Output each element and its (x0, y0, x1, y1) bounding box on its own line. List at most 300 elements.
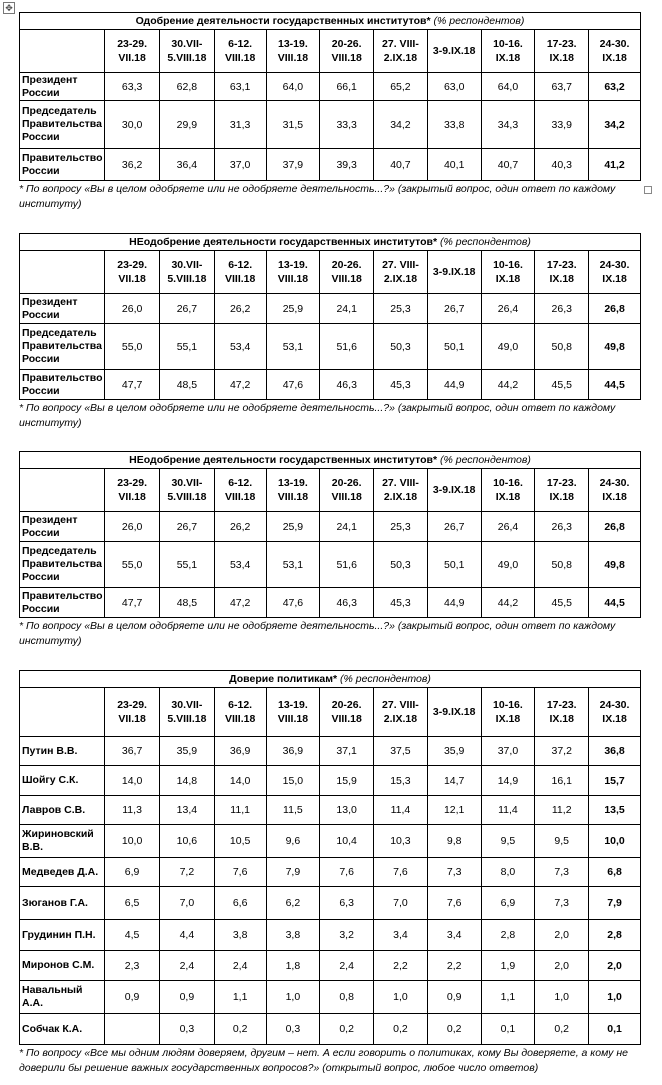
table-title-text: НЕодобрение деятельности государственных институтов* (129, 236, 438, 248)
value-cell: 13,5 (589, 796, 641, 825)
value-cell: 7,6 (374, 858, 428, 887)
value-cell: 55,1 (160, 324, 215, 370)
period-header: 6-12. VIII.18 (214, 30, 266, 73)
row-label: Миронов С.М. (20, 951, 105, 981)
period-header: 30.VII-5.VIII.18 (159, 688, 214, 737)
value-cell: 50,3 (374, 542, 428, 588)
period-header: 10-16. IX.18 (481, 688, 535, 737)
value-cell: 1,1 (214, 981, 266, 1014)
value-cell: 44,2 (481, 370, 535, 400)
value-cell: 26,3 (535, 294, 589, 324)
value-cell: 0,9 (427, 981, 481, 1014)
row-label: Председатель Правительства России (20, 324, 105, 370)
row-label: Президент России (20, 294, 105, 324)
value-cell: 0,2 (427, 1014, 481, 1045)
header-row (20, 251, 641, 294)
table-row (20, 370, 641, 400)
value-cell: 40,1 (427, 149, 481, 181)
value-cell: 66,1 (320, 73, 374, 101)
value-cell: 6,8 (589, 858, 641, 887)
value-cell: 50,1 (427, 324, 481, 370)
period-header: 24-30. IX.18 (589, 469, 641, 512)
value-cell: 10,3 (374, 825, 428, 858)
value-cell: 26,7 (427, 512, 481, 542)
value-cell: 53,4 (214, 542, 266, 588)
disapproval-table-block (19, 233, 641, 431)
value-cell: 37,9 (266, 149, 320, 181)
table-row (20, 951, 641, 981)
value-cell: 55,0 (105, 324, 160, 370)
value-cell: 44,9 (427, 588, 481, 618)
value-cell: 0,2 (535, 1014, 589, 1045)
value-cell: 11,4 (374, 796, 428, 825)
table-title-text: Одобрение деятельности государственных институтов* (135, 15, 431, 27)
value-cell: 0,8 (320, 981, 374, 1014)
value-cell: 24,1 (320, 294, 374, 324)
value-cell: 13,4 (159, 796, 214, 825)
value-cell: 26,4 (481, 294, 535, 324)
value-cell: 0,9 (159, 981, 214, 1014)
value-cell: 9,5 (535, 825, 589, 858)
value-cell: 36,8 (589, 737, 641, 766)
value-cell: 3,8 (214, 920, 266, 951)
value-cell: 50,1 (427, 542, 481, 588)
table-row (20, 73, 641, 101)
period-header: 24-30. IX.18 (589, 688, 641, 737)
value-cell: 7,3 (535, 858, 589, 887)
value-cell: 2,2 (374, 951, 428, 981)
value-cell: 64,0 (481, 73, 535, 101)
value-cell: 14,0 (214, 766, 266, 796)
value-cell: 37,5 (374, 737, 428, 766)
period-header: 27. VIII-2.IX.18 (374, 688, 428, 737)
period-header: 3-9.IX.18 (427, 469, 481, 512)
value-cell: 2,4 (320, 951, 374, 981)
period-header: 27. VIII-2.IX.18 (374, 30, 428, 73)
table-row (20, 920, 641, 951)
value-cell: 26,7 (160, 294, 215, 324)
value-cell: 49,8 (589, 324, 641, 370)
value-cell: 14,9 (481, 766, 535, 796)
value-cell: 7,0 (159, 887, 214, 920)
period-header: 20-26. VIII.18 (320, 251, 374, 294)
period-header: 17-23. IX.18 (535, 251, 589, 294)
row-label: Председатель Правительства России (20, 542, 105, 588)
trust-table-note: * По вопросу «Все мы одним людям доверяем, другим – нет. А если говорить о политиках, кому Вы доверяете, а кому не доверили бы решение важных государственных вопросов?» (открытый вопрос, любое число ответов) (19, 1047, 628, 1074)
value-cell: 26,2 (214, 294, 266, 324)
table-row (20, 542, 641, 588)
value-cell: 24,1 (320, 512, 374, 542)
value-cell: 8,0 (481, 858, 535, 887)
value-cell: 26,4 (481, 512, 535, 542)
value-cell: 25,3 (374, 512, 428, 542)
period-header: 24-30. IX.18 (589, 251, 641, 294)
value-cell: 7,9 (589, 887, 641, 920)
table-row (20, 825, 641, 858)
value-cell: 1,9 (481, 951, 535, 981)
period-header: 13-19. VIII.18 (266, 469, 320, 512)
value-cell: 7,3 (427, 858, 481, 887)
value-cell: 35,9 (159, 737, 214, 766)
period-header: 30.VII-5.VIII.18 (160, 30, 215, 73)
value-cell: 0,2 (320, 1014, 374, 1045)
value-cell: 12,1 (427, 796, 481, 825)
header-corner-cell (20, 30, 105, 73)
header-corner-cell (20, 251, 105, 294)
value-cell: 0,2 (374, 1014, 428, 1045)
table-row (20, 737, 641, 766)
value-cell: 11,1 (214, 796, 266, 825)
value-cell: 4,5 (105, 920, 160, 951)
value-cell: 37,0 (481, 737, 535, 766)
value-cell: 25,9 (266, 512, 320, 542)
value-cell: 50,8 (535, 542, 589, 588)
value-cell: 1,0 (535, 981, 589, 1014)
value-cell: 14,0 (105, 766, 160, 796)
value-cell: 46,3 (320, 588, 374, 618)
table-title (20, 671, 641, 688)
value-cell: 48,5 (160, 588, 215, 618)
value-cell: 15,9 (320, 766, 374, 796)
value-cell: 6,3 (320, 887, 374, 920)
value-cell: 26,7 (427, 294, 481, 324)
period-header: 6-12. VIII.18 (214, 469, 266, 512)
title-row (20, 234, 641, 251)
value-cell: 53,1 (266, 324, 320, 370)
value-cell: 6,6 (214, 887, 266, 920)
period-header: 10-16. IX.18 (481, 251, 535, 294)
value-cell: 36,4 (160, 149, 215, 181)
value-cell: 34,3 (481, 101, 535, 149)
value-cell: 31,5 (266, 101, 320, 149)
approval-table-note: * По вопросу «Вы в целом одобряете или не одобряете деятельность...?» (закрытый вопрос, один ответ по каждому институту) (19, 183, 616, 210)
value-cell: 2,2 (427, 951, 481, 981)
value-cell: 2,8 (589, 920, 641, 951)
value-cell: 40,7 (481, 149, 535, 181)
value-cell: 53,1 (266, 542, 320, 588)
row-label: Жириновский В.В. (20, 825, 105, 858)
value-cell: 7,9 (266, 858, 320, 887)
value-cell: 41,2 (589, 149, 641, 181)
value-cell: 47,6 (266, 370, 320, 400)
value-cell: 63,1 (214, 73, 266, 101)
row-label: Правительство России (20, 370, 105, 400)
period-header: 23-29. VII.18 (105, 30, 160, 73)
value-cell: 10,0 (589, 825, 641, 858)
row-label: Лавров С.В. (20, 796, 105, 825)
value-cell: 1,8 (266, 951, 320, 981)
period-header: 3-9.IX.18 (427, 30, 481, 73)
value-cell: 26,0 (105, 294, 160, 324)
period-header: 6-12. VIII.18 (214, 688, 266, 737)
row-label: Правительство России (20, 149, 105, 181)
value-cell (105, 1014, 160, 1045)
disapproval-table-note: * По вопросу «Вы в целом одобряете или не одобряете деятельность...?» (закрытый вопрос, один ответ по каждому институту) (19, 402, 616, 429)
table-row (20, 766, 641, 796)
value-cell: 53,4 (214, 324, 266, 370)
value-cell: 44,5 (589, 370, 641, 400)
value-cell: 4,4 (159, 920, 214, 951)
period-header: 13-19. VIII.18 (266, 251, 320, 294)
value-cell: 11,3 (105, 796, 160, 825)
value-cell: 62,8 (160, 73, 215, 101)
value-cell: 1,1 (481, 981, 535, 1014)
value-cell: 34,2 (374, 101, 428, 149)
table-subtitle: (% респондентов) (340, 673, 431, 685)
value-cell: 51,6 (320, 542, 374, 588)
value-cell: 37,0 (214, 149, 266, 181)
value-cell: 10,6 (159, 825, 214, 858)
header-corner-cell (20, 688, 105, 737)
value-cell: 50,8 (535, 324, 589, 370)
value-cell: 65,2 (374, 73, 428, 101)
value-cell: 2,4 (214, 951, 266, 981)
table-row (20, 324, 641, 370)
value-cell: 0,3 (159, 1014, 214, 1045)
value-cell: 33,3 (320, 101, 374, 149)
period-header: 23-29. VII.18 (105, 688, 160, 737)
approval-table-block (19, 12, 641, 212)
table-row (20, 1014, 641, 1045)
value-cell: 44,9 (427, 370, 481, 400)
value-cell: 63,7 (535, 73, 589, 101)
value-cell: 45,3 (374, 370, 428, 400)
value-cell: 16,1 (535, 766, 589, 796)
table-title (20, 452, 641, 469)
table-row (20, 588, 641, 618)
value-cell: 9,5 (481, 825, 535, 858)
value-cell: 1,0 (374, 981, 428, 1014)
value-cell: 11,2 (535, 796, 589, 825)
value-cell: 39,3 (320, 149, 374, 181)
value-cell: 9,8 (427, 825, 481, 858)
row-label: Президент России (20, 512, 105, 542)
approval-table (19, 12, 641, 181)
header-row (20, 469, 641, 512)
value-cell: 26,2 (214, 512, 266, 542)
value-cell: 25,9 (266, 294, 320, 324)
table-subtitle: (% респондентов) (440, 236, 531, 248)
value-cell: 10,5 (214, 825, 266, 858)
value-cell: 2,8 (481, 920, 535, 951)
value-cell: 15,3 (374, 766, 428, 796)
period-header: 27. VIII-2.IX.18 (374, 251, 428, 294)
value-cell: 10,0 (105, 825, 160, 858)
disapproval-table-copy-note: * По вопросу «Вы в целом одобряете или не одобряете деятельность...?» (закрытый вопрос, один ответ по каждому институту) (19, 620, 616, 647)
period-header: 27. VIII-2.IX.18 (374, 469, 428, 512)
row-label: Медведев Д.А. (20, 858, 105, 887)
value-cell: 3,4 (427, 920, 481, 951)
value-cell: 49,0 (481, 542, 535, 588)
row-label: Грудинин П.Н. (20, 920, 105, 951)
value-cell: 47,2 (214, 588, 266, 618)
period-header: 17-23. IX.18 (535, 469, 589, 512)
value-cell: 3,4 (374, 920, 428, 951)
value-cell: 37,1 (320, 737, 374, 766)
value-cell: 15,0 (266, 766, 320, 796)
value-cell: 26,3 (535, 512, 589, 542)
value-cell: 40,7 (374, 149, 428, 181)
value-cell: 47,7 (105, 588, 160, 618)
value-cell: 6,2 (266, 887, 320, 920)
value-cell: 31,3 (214, 101, 266, 149)
value-cell: 7,6 (214, 858, 266, 887)
value-cell: 2,4 (159, 951, 214, 981)
table-row (20, 149, 641, 181)
value-cell: 7,6 (427, 887, 481, 920)
period-header: 10-16. IX.18 (481, 469, 535, 512)
value-cell: 11,5 (266, 796, 320, 825)
table-row (20, 887, 641, 920)
value-cell: 55,0 (105, 542, 160, 588)
title-row (20, 452, 641, 469)
value-cell: 30,0 (105, 101, 160, 149)
value-cell: 36,9 (266, 737, 320, 766)
value-cell: 44,2 (481, 588, 535, 618)
row-label: Председатель Правительства России (20, 101, 105, 149)
value-cell: 45,5 (535, 370, 589, 400)
table-row (20, 512, 641, 542)
value-cell: 33,9 (535, 101, 589, 149)
value-cell: 25,3 (374, 294, 428, 324)
value-cell: 3,2 (320, 920, 374, 951)
value-cell: 29,9 (160, 101, 215, 149)
value-cell: 26,8 (589, 512, 641, 542)
period-header: 17-23. IX.18 (535, 30, 589, 73)
value-cell: 36,2 (105, 149, 160, 181)
value-cell: 3,8 (266, 920, 320, 951)
row-label: Путин В.В. (20, 737, 105, 766)
value-cell: 1,0 (589, 981, 641, 1014)
value-cell: 2,0 (535, 920, 589, 951)
title-row (20, 13, 641, 30)
row-label: Шойгу С.К. (20, 766, 105, 796)
value-cell: 9,6 (266, 825, 320, 858)
period-header: 23-29. VII.18 (105, 251, 160, 294)
value-cell: 7,6 (320, 858, 374, 887)
period-header: 6-12. VIII.18 (214, 251, 266, 294)
value-cell: 0,9 (105, 981, 160, 1014)
value-cell: 55,1 (160, 542, 215, 588)
period-header: 13-19. VIII.18 (266, 30, 320, 73)
value-cell: 0,3 (266, 1014, 320, 1045)
value-cell: 49,0 (481, 324, 535, 370)
value-cell: 26,7 (160, 512, 215, 542)
row-label: Президент России (20, 73, 105, 101)
value-cell: 6,5 (105, 887, 160, 920)
value-cell: 47,2 (214, 370, 266, 400)
value-cell: 10,4 (320, 825, 374, 858)
value-cell: 11,4 (481, 796, 535, 825)
value-cell: 0,1 (589, 1014, 641, 1045)
value-cell: 0,2 (214, 1014, 266, 1045)
table-subtitle: (% респондентов) (440, 454, 531, 466)
value-cell: 35,9 (427, 737, 481, 766)
value-cell: 36,7 (105, 737, 160, 766)
trust-table-block (19, 670, 641, 1076)
value-cell: 51,6 (320, 324, 374, 370)
value-cell: 63,0 (427, 73, 481, 101)
period-header: 3-9.IX.18 (427, 251, 481, 294)
value-cell: 44,5 (589, 588, 641, 618)
value-cell: 2,0 (589, 951, 641, 981)
value-cell: 45,3 (374, 588, 428, 618)
value-cell: 2,0 (535, 951, 589, 981)
value-cell: 14,8 (159, 766, 214, 796)
disapproval-table-copy-block (19, 451, 641, 649)
value-cell: 26,8 (589, 294, 641, 324)
value-cell: 0,1 (481, 1014, 535, 1045)
table-resize-handle[interactable] (644, 186, 652, 194)
value-cell: 48,5 (160, 370, 215, 400)
table-row (20, 101, 641, 149)
title-row (20, 671, 641, 688)
value-cell: 40,3 (535, 149, 589, 181)
value-cell: 6,9 (481, 887, 535, 920)
value-cell: 15,7 (589, 766, 641, 796)
value-cell: 49,8 (589, 542, 641, 588)
row-label: Навальный А.А. (20, 981, 105, 1014)
value-cell: 13,0 (320, 796, 374, 825)
value-cell: 6,9 (105, 858, 160, 887)
value-cell: 47,7 (105, 370, 160, 400)
value-cell: 7,3 (535, 887, 589, 920)
disapproval-table (19, 233, 641, 400)
value-cell: 1,0 (266, 981, 320, 1014)
period-header: 17-23. IX.18 (535, 688, 589, 737)
value-cell: 50,3 (374, 324, 428, 370)
value-cell: 33,8 (427, 101, 481, 149)
period-header: 23-29. VII.18 (105, 469, 160, 512)
period-header: 13-19. VIII.18 (266, 688, 320, 737)
value-cell: 47,6 (266, 588, 320, 618)
table-row (20, 294, 641, 324)
header-row (20, 688, 641, 737)
period-header: 24-30. IX.18 (589, 30, 641, 73)
value-cell: 36,9 (214, 737, 266, 766)
table-row (20, 858, 641, 887)
value-cell: 34,2 (589, 101, 641, 149)
value-cell: 26,0 (105, 512, 160, 542)
header-row (20, 30, 641, 73)
value-cell: 63,3 (105, 73, 160, 101)
trust-table (19, 670, 641, 1045)
row-label: Правительство России (20, 588, 105, 618)
table-row (20, 981, 641, 1014)
period-header: 20-26. VIII.18 (320, 469, 374, 512)
table-title (20, 13, 641, 30)
table-move-handle-icon[interactable]: ✥ (3, 2, 15, 14)
table-title (20, 234, 641, 251)
value-cell: 63,2 (589, 73, 641, 101)
period-header: 20-26. VIII.18 (320, 30, 374, 73)
table-subtitle: (% респондентов) (433, 15, 525, 27)
table-title-text: НЕодобрение деятельности государственных институтов* (129, 454, 438, 466)
period-header: 30.VII-5.VIII.18 (160, 251, 215, 294)
period-header: 10-16. IX.18 (481, 30, 535, 73)
table-row (20, 796, 641, 825)
period-header: 20-26. VIII.18 (320, 688, 374, 737)
disapproval-table-copy (19, 451, 641, 618)
table-title-text: Доверие политикам* (229, 673, 338, 685)
row-label: Зюганов Г.А. (20, 887, 105, 920)
value-cell: 64,0 (266, 73, 320, 101)
value-cell: 46,3 (320, 370, 374, 400)
value-cell: 7,0 (374, 887, 428, 920)
header-corner-cell (20, 469, 105, 512)
value-cell: 14,7 (427, 766, 481, 796)
value-cell: 37,2 (535, 737, 589, 766)
